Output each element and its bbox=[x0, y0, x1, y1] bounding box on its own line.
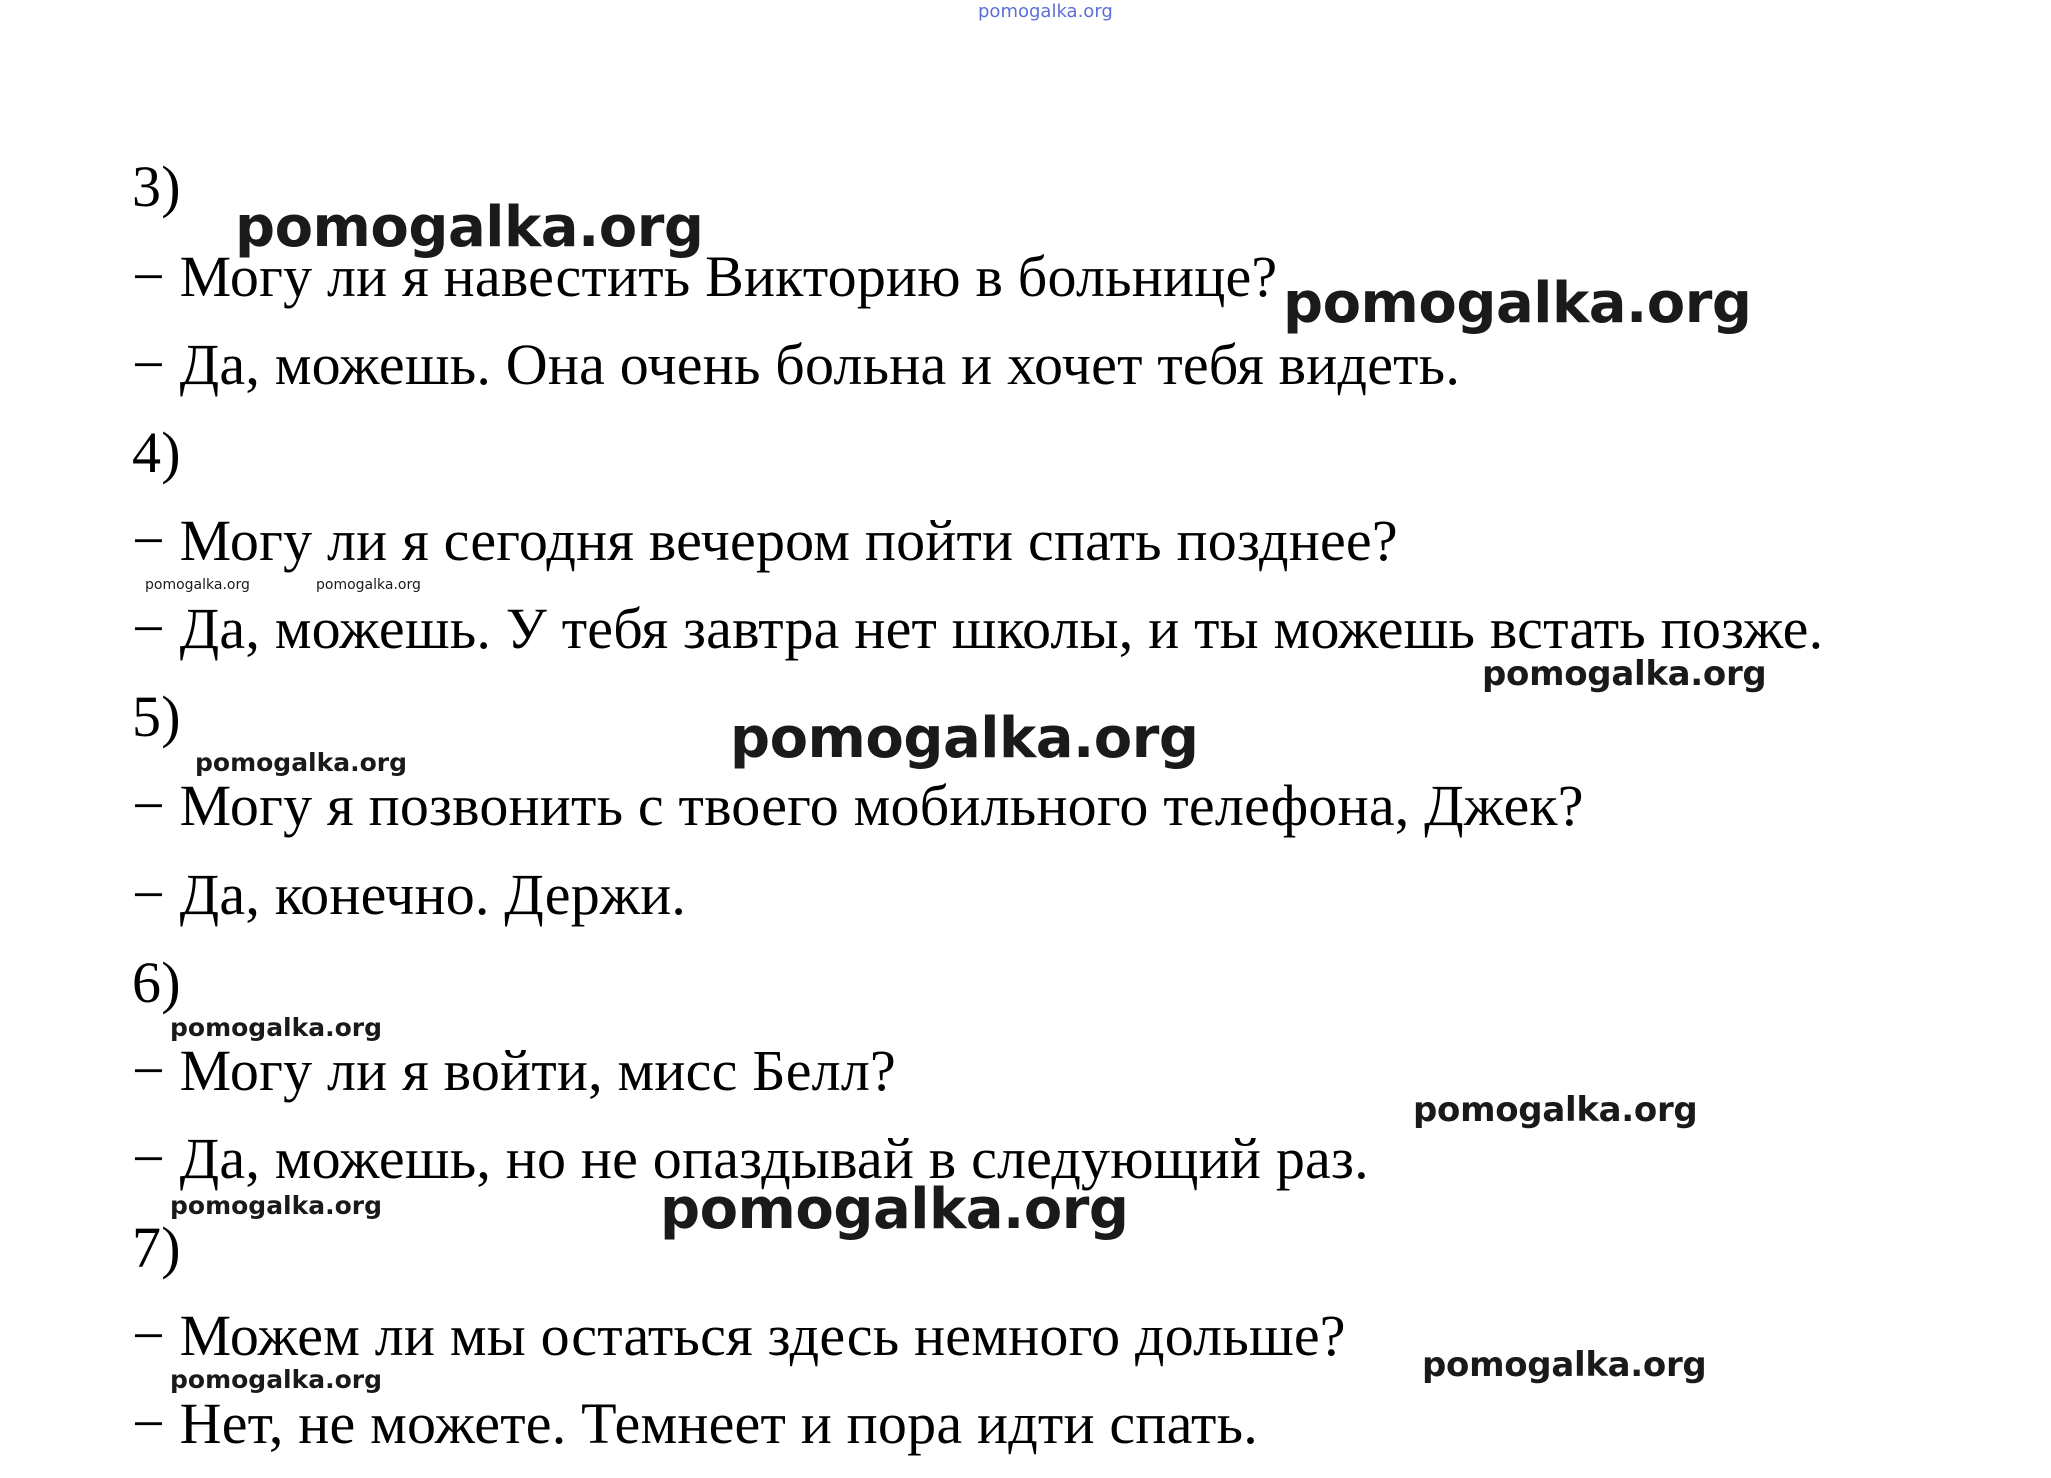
watermark: pomogalka.org bbox=[1422, 1345, 1707, 1385]
watermark: pomogalka.org bbox=[730, 706, 1199, 771]
watermark: pomogalka.org bbox=[660, 1177, 1129, 1242]
watermark: pomogalka.org bbox=[170, 1013, 383, 1042]
dialogue-line: − Да, можешь. У тебя завтра нет школы, и ты можешь встать позже. bbox=[132, 596, 1824, 661]
dialogue-line: − Да, можешь. Она очень больна и хочет тебя видеть. bbox=[132, 332, 1461, 397]
dialogue-line: − Могу ли я сегодня вечером пойти спать позднее? bbox=[132, 508, 1398, 573]
dialogue-line: − Нет, не можете. Темнеет и пора идти спать. bbox=[132, 1391, 1258, 1456]
section-number-6: 6) bbox=[132, 950, 181, 1015]
dialogue-line: − Да, можешь, но не опаздывай в следующий раз. bbox=[132, 1126, 1369, 1191]
dialogue-line: − Можем ли мы остаться здесь немного дольше? bbox=[132, 1303, 1346, 1368]
watermark: pomogalka.org bbox=[316, 577, 421, 593]
watermark: pomogalka.org bbox=[170, 1191, 383, 1220]
watermark: pomogalka.org bbox=[145, 577, 250, 593]
section-number-4: 4) bbox=[132, 420, 181, 485]
watermark-top: pomogalka.org bbox=[978, 1, 1113, 22]
dialogue-line: − Могу я позвонить с твоего мобильного телефона, Джек? bbox=[132, 773, 1584, 838]
dialogue-line: − Могу ли я войти, мисс Белл? bbox=[132, 1038, 896, 1103]
watermark: pomogalka.org bbox=[1482, 654, 1767, 694]
section-number-7: 7) bbox=[132, 1215, 181, 1280]
watermark: pomogalka.org bbox=[170, 1365, 383, 1394]
section-number-5: 5) bbox=[132, 684, 181, 749]
watermark: pomogalka.org bbox=[195, 748, 408, 777]
section-number-3: 3) bbox=[132, 154, 181, 219]
watermark: pomogalka.org bbox=[1413, 1090, 1698, 1130]
watermark: pomogalka.org bbox=[235, 195, 704, 260]
dialogue-line: − Да, конечно. Держи. bbox=[132, 862, 687, 927]
watermark: pomogalka.org bbox=[1283, 271, 1752, 336]
dialogue-line: − Могу ли я навестить Викторию в больнице? bbox=[132, 244, 1278, 309]
